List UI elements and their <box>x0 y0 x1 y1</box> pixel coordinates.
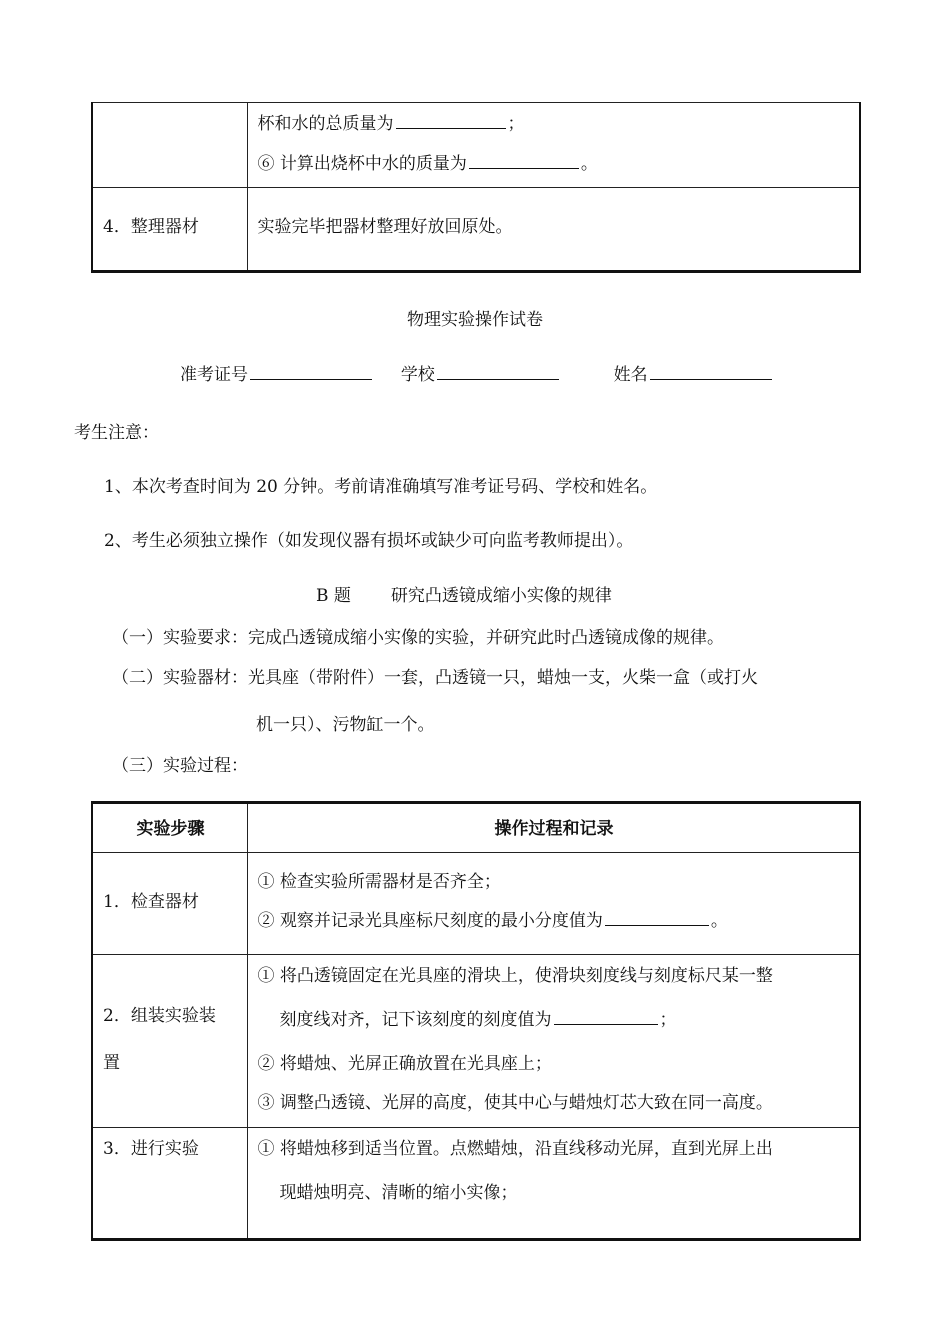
notice-item-1: 1、本次考查时间为 20 分钟。考前请准确填写准考证号码、学校和姓名。 <box>104 477 658 497</box>
school-blank <box>437 361 559 380</box>
mass-total-suffix: ； <box>507 114 525 134</box>
step2-cell <box>92 955 247 1128</box>
step3-label: 3．进行实验 <box>103 1139 199 1159</box>
step3-line2: 现蜡烛明亮、清晰的缩小实像； <box>279 1183 518 1203</box>
water-mass-blank <box>469 150 579 169</box>
problem-label: B 题 <box>316 586 351 606</box>
step1-line2-suffix: 。 <box>710 911 728 931</box>
step1-content-cell <box>247 853 860 955</box>
paper-title: 物理实验操作试卷 <box>407 310 543 330</box>
water-mass-line <box>258 149 598 174</box>
scale-value-blank <box>554 1006 658 1025</box>
step2-label-line2: 置 <box>103 1053 120 1073</box>
step1-cell <box>92 853 247 955</box>
candidate-fields <box>180 360 772 385</box>
process-heading: （三）实验过程： <box>112 756 248 776</box>
top-row-content-cell <box>247 103 860 188</box>
step4-text: 实验完毕把器材整理好放回原处。 <box>257 217 513 237</box>
step1-line1: ① 检查实验所需器材是否齐全； <box>257 872 501 892</box>
field-exam-number <box>180 365 372 385</box>
notice-item-2: 2、考生必须独立操作（如发现仪器有损坏或缺少可向监考教师提出）。 <box>104 531 634 551</box>
water-mass-label: ⑥ 计算出烧杯中水的质量为 <box>257 154 467 174</box>
step2-label-line1: 2．组装实验装 <box>103 1006 216 1026</box>
mass-total-line <box>258 109 525 134</box>
experiment-table <box>91 801 861 1241</box>
header-process-cell <box>247 803 860 853</box>
header-step-cell <box>92 803 247 853</box>
step2-line2-label: 刻度线对齐，记下该刻度的刻度值为 <box>279 1010 552 1030</box>
water-mass-suffix: 。 <box>580 154 598 174</box>
step4-cell <box>92 188 247 272</box>
notice-heading: 考生注意： <box>74 423 159 443</box>
field-school <box>401 365 559 385</box>
equipment-line-2: 机一只）、污物缸一个。 <box>256 715 435 735</box>
step3-line1: ① 将蜡烛移到适当位置。点燃蜡烛，沿直线移动光屏，直到光屏上出 <box>257 1139 773 1159</box>
step3-content-cell <box>247 1128 860 1240</box>
header-step: 实验步骤 <box>136 819 205 839</box>
field-name <box>614 365 772 385</box>
field-exam-number-label: 准考证号 <box>180 365 248 385</box>
field-name-label: 姓名 <box>613 365 648 385</box>
step2-line2 <box>280 1005 677 1030</box>
header-process: 操作过程和记录 <box>494 819 614 839</box>
step2-line4: ③ 调整凸透镜、光屏的高度，使其中心与蜡烛灯芯大致在同一高度。 <box>257 1093 773 1113</box>
requirement-text: （一）实验要求：完成凸透镜成缩小实像的实验，并研究此时凸透镜成像的规律。 <box>112 628 724 648</box>
problem-heading <box>316 581 612 606</box>
step1-line2-label: ② 观察并记录光具座标尺刻度的最小分度值为 <box>257 911 603 931</box>
equipment-line-1: （二）实验器材：光具座（带附件）一套，凸透镜一只，蜡烛一支，火柴一盒（或打火 <box>112 668 758 688</box>
exam-number-blank <box>250 361 372 380</box>
mass-total-blank <box>396 110 506 129</box>
step4-label: 4．整理器材 <box>103 217 199 237</box>
step2-line1: ① 将凸透镜固定在光具座的滑块上，使滑块刻度线与刻度标尺某一整 <box>257 966 773 986</box>
step4-content-cell <box>247 188 860 272</box>
min-division-blank <box>605 907 709 926</box>
step2-line3: ② 将蜡烛、光屏正确放置在光具座上； <box>257 1054 552 1074</box>
top-table <box>91 102 861 273</box>
mass-total-label: 杯和水的总质量为 <box>257 114 394 134</box>
problem-title: 研究凸透镜成缩小实像的规律 <box>390 586 612 606</box>
step1-line2 <box>258 906 728 931</box>
step3-cell <box>92 1128 247 1240</box>
top-row-step-cell <box>92 103 247 188</box>
step1-label: 1．检查器材 <box>103 892 199 912</box>
step2-content-cell <box>247 955 860 1128</box>
step2-line2-suffix: ； <box>659 1010 677 1030</box>
field-school-label: 学校 <box>400 365 435 385</box>
name-blank <box>650 361 772 380</box>
